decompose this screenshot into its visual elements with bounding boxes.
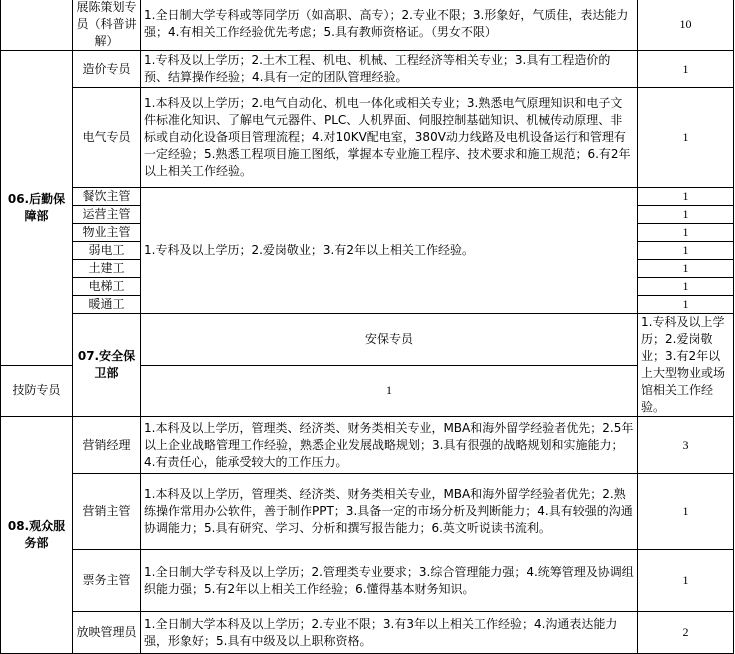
- count-cell: 1: [141, 365, 638, 417]
- table-row: [1, 550, 734, 612]
- count-cell: 10: [638, 0, 734, 51]
- position-cell: 营销主管: [73, 474, 141, 550]
- requirements-cell: 1.本科及以上学历，管理类、经济类、财务类相关专业，MBA和海外留学经验者优先；2.熟练操作常用办公软件，善于制作PPT；3.具备一定的市场分析及判断能力；4.具有较强的沟通协调能力；5.具有研究、学习、分析和撰写报告能力；6.英文听说读书流利。: [141, 474, 638, 550]
- requirements-cell: 1.专科及以上学历；2.爱岗敬业；3.有2年以上相关工作经验。: [141, 188, 638, 314]
- count-cell: 1: [638, 278, 734, 296]
- dept-cell: [1, 0, 73, 51]
- position-cell: 电梯工: [73, 278, 141, 296]
- position-cell: 技防专员: [1, 365, 73, 417]
- table-row: [1, 612, 734, 654]
- dept-cell: 06.后勤保障部: [1, 51, 73, 366]
- count-cell: 2: [638, 612, 734, 654]
- dept-cell: 07.安全保卫部: [73, 314, 141, 417]
- requirements-cell: 1.全日制大学本科及以上学历；2.专业不限；3.有3年以上相关工作经验；4.沟通表达能力强，形象好；5.具有中级及以上职称资格。: [141, 612, 638, 654]
- count-cell: 1: [638, 224, 734, 242]
- count-cell: 1: [638, 206, 734, 224]
- count-cell: 1: [638, 296, 734, 314]
- requirements-cell: 1.专科及以上学历；2.土木工程、机电、机械、工程经济等相关专业；3.具有工程造价的预、结算操作经验；4.具有一定的团队管理经验。: [141, 51, 638, 88]
- requirements-cell: 1.全日制大学专科或等同学历（如高职、高专）；2.专业不限；3.形象好，气质佳，表达能力强；4.有相关工作经验优先考虑；5.具有教师资格证。（男女不限）: [141, 0, 638, 51]
- table-row: [1, 474, 734, 550]
- position-cell: 暖通工: [73, 296, 141, 314]
- position-cell: 营销经理: [73, 417, 141, 474]
- table-row: [1, 88, 734, 188]
- count-cell: 1: [638, 260, 734, 278]
- count-cell: 3: [638, 417, 734, 474]
- position-cell: 安保专员: [141, 314, 638, 366]
- table-row: [1, 51, 734, 88]
- count-cell: 1: [638, 242, 734, 260]
- count-cell: 1: [638, 550, 734, 612]
- table-row: [1, 314, 734, 366]
- table-row: [1, 188, 734, 206]
- requirements-cell: 1.专科及以上学历；2.爱岗敬业；3.有2年以上大型物业或场馆相关工作经验。: [638, 314, 734, 417]
- count-cell: 1: [638, 188, 734, 206]
- position-cell: 电气专员: [73, 88, 141, 188]
- position-cell: 放映管理员: [73, 612, 141, 654]
- count-cell: 1: [638, 51, 734, 88]
- position-cell: 物业主管: [73, 224, 141, 242]
- table-row: [1, 0, 734, 51]
- table-row: [1, 417, 734, 474]
- position-cell: 弱电工: [73, 242, 141, 260]
- position-cell: 造价专员: [73, 51, 141, 88]
- requirements-cell: 1.本科及以上学历；2.电气自动化、机电一体化或相关专业；3.熟悉电气原理知识和电子文件标准化知识、了解电气元器件、PLC、人机界面、伺服控制基础知识、机械传动原理、非标或自动化设备项目管理流程；4.对10KV配电室，380V动力线路及电机设备运行和管理有一定经验；5.熟悉工程项目施工图纸，掌握本专业施工程序、技术要求和施工规范；6.有2年以上相关工作经验。: [141, 88, 638, 188]
- position-cell: 餐饮主管: [73, 188, 141, 206]
- requirements-cell: 1.本科及以上学历，管理类、经济类、财务类相关专业，MBA和海外留学经验者优先；2.5年以上企业战略管理工作经验，熟悉企业发展战略规划；3.具有很强的战略规划和实施能力；4.有责任心，能承受较大的工作压力。: [141, 417, 638, 474]
- position-cell: 票务主管: [73, 550, 141, 612]
- position-cell: 土建工: [73, 260, 141, 278]
- dept-cell: 08.观众服务部: [1, 417, 73, 654]
- requirements-cell: 1.全日制大学专科及以上学历；2.管理类专业要求；3.综合管理能力强；4.统筹管理及协调组织能力强；5.有2年以上相关工作经验；6.懂得基本财务知识。: [141, 550, 638, 612]
- count-cell: 1: [638, 474, 734, 550]
- position-cell: 运营主管: [73, 206, 141, 224]
- count-cell: 1: [638, 88, 734, 188]
- position-cell: 展陈策划专员（科普讲解）: [73, 0, 141, 51]
